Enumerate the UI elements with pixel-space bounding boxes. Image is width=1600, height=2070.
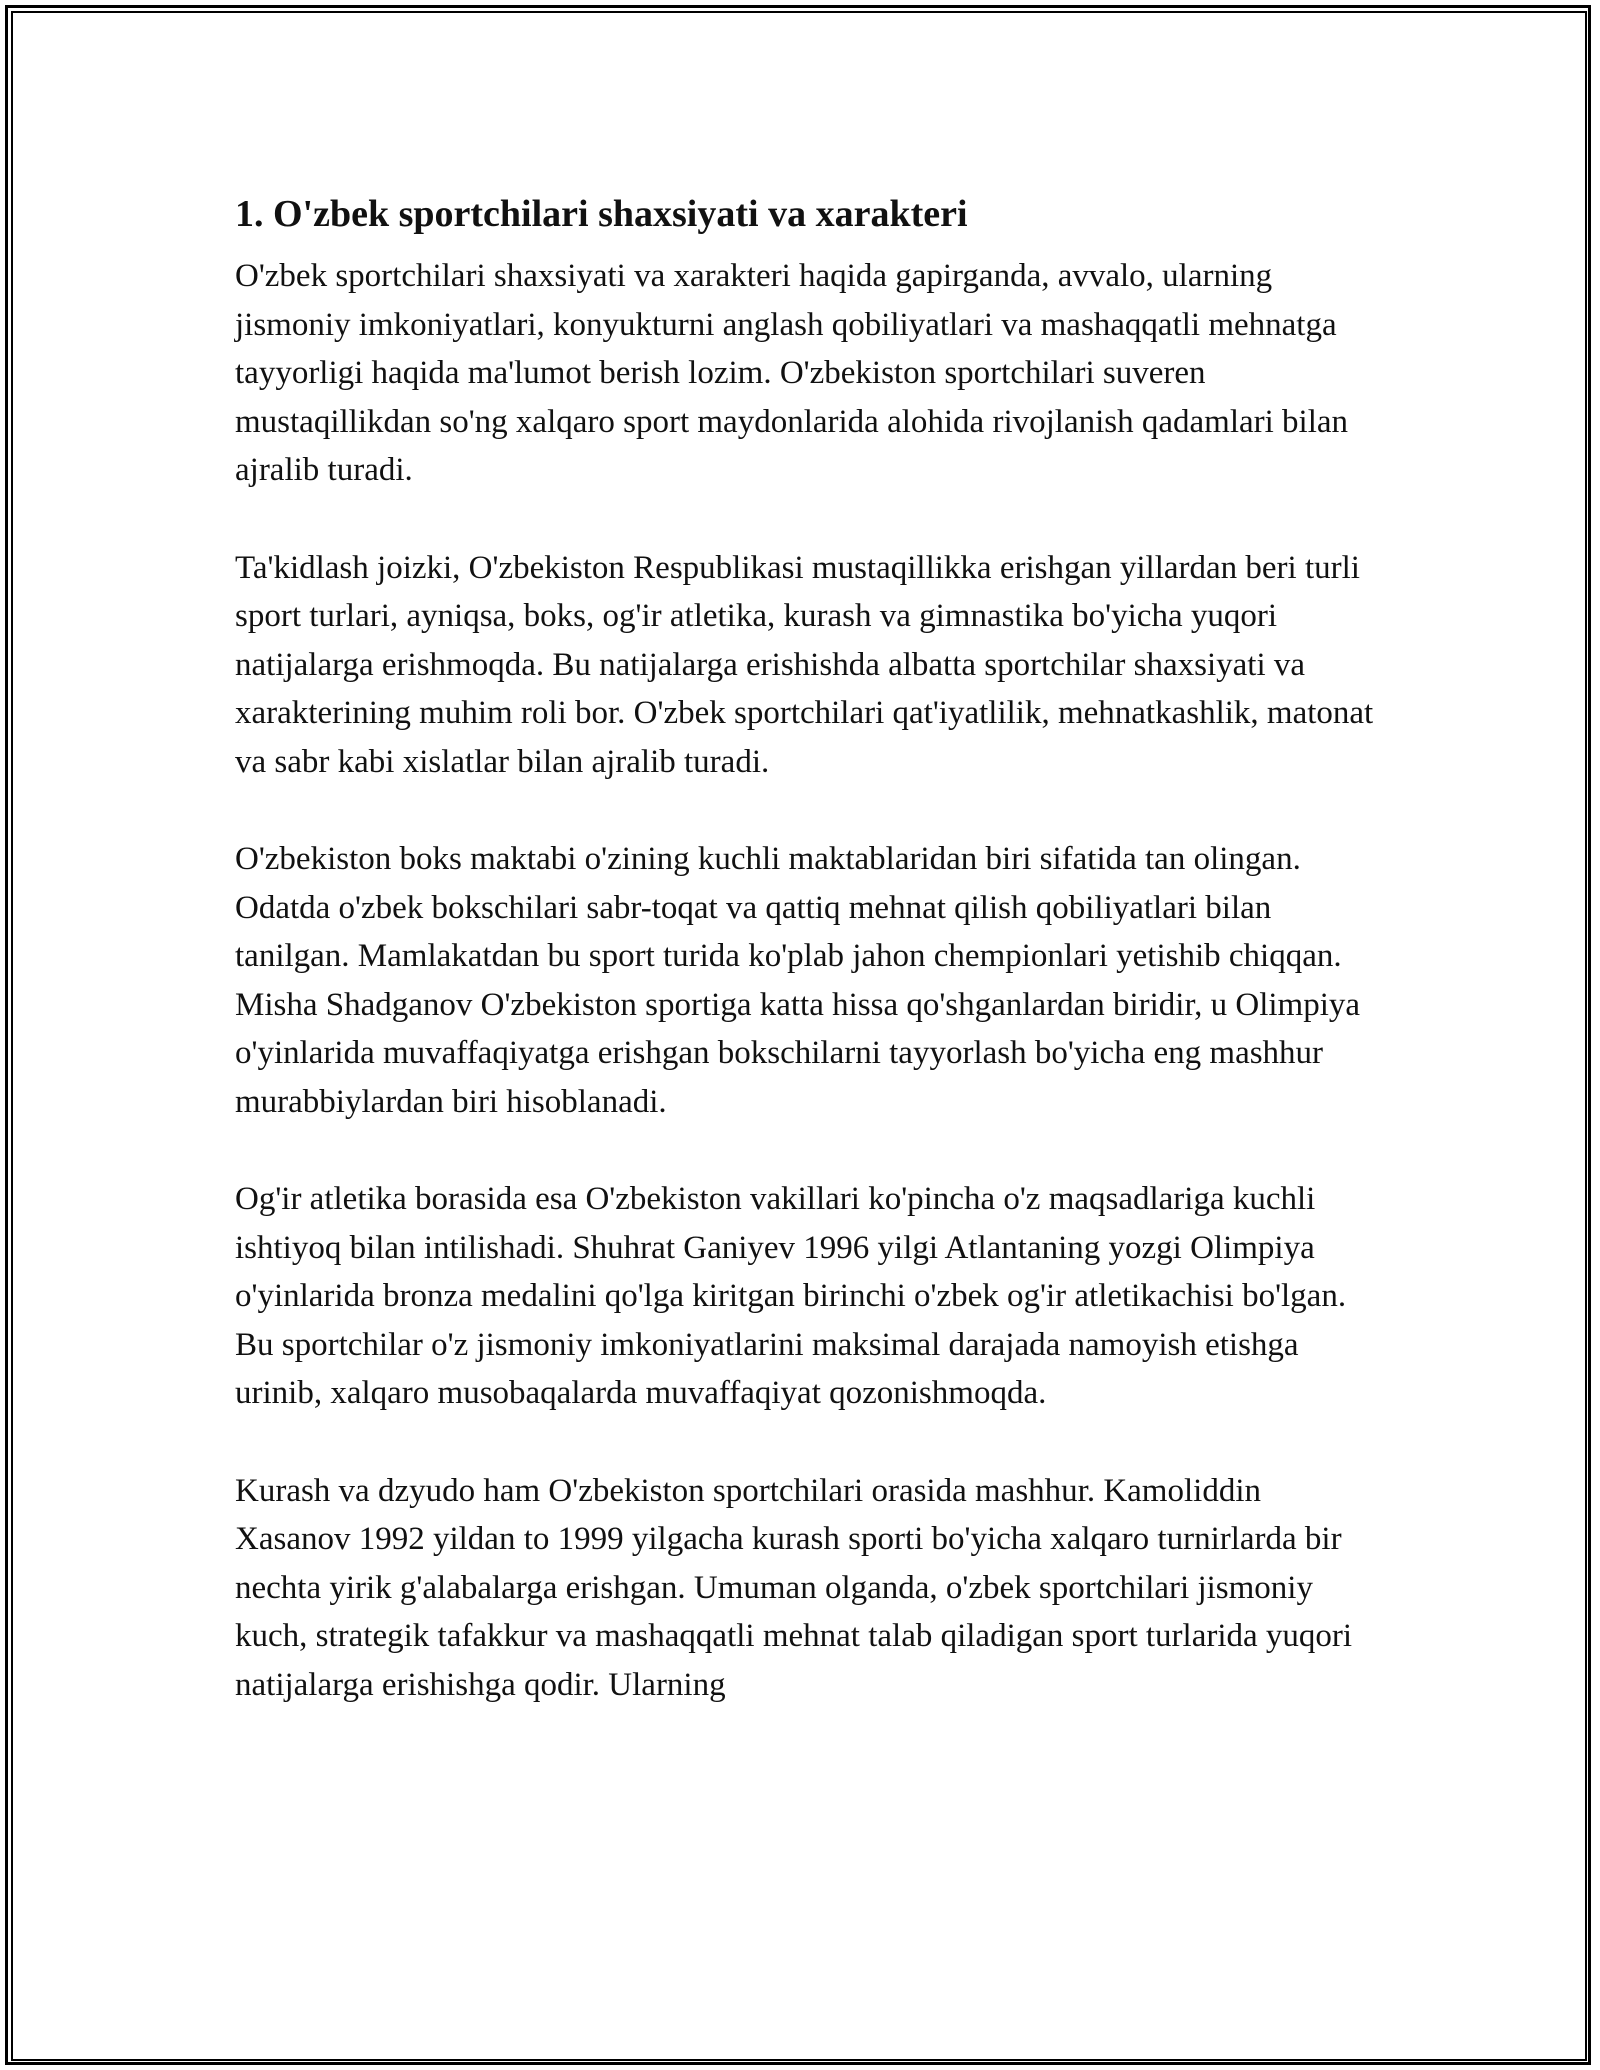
paragraph-2: Ta'kidlash joizki, O'zbekiston Respublikasi mustaqillikka erishgan yillardan beri turli sport turlari, ayniqsa, boks, og'ir atletika, kurash va gimnastika bo'yicha yuqori natijalarga erishmoqda. Bu natijalarga erishishda albatta sportchilar shaxsiyati va xarakterining muhim roli bor. O'zbek sportchilari qat'iyatlilik, mehnatkashlik, matonat va sabr kabi xislatlar bilan ajralib turadi. xyxy=(235,549,1374,780)
paragraph-5: Kurash va dzyudo ham O'zbekiston sportchilari orasida mashhur. Kamoliddin Xasanov 1992 yildan to 1999 yilgacha kurash sporti bo'yicha xalqaro turnirlarda bir nechta yirik g'alabalarga erishgan. Umuman olganda, o'zbek sportchilari jismoniy kuch, strategik tafakkur va mashaqqatli mehnat talab qiladigan sport turlarida yuqori natijalarga erishishga qodir. Ularning xyxy=(235,1472,1353,1703)
document-body xyxy=(235,186,1375,1758)
paragraph-1: O'zbek sportchilari shaxsiyati va xarakteri haqida gapirganda, avvalo, ularning jismoniy imkoniyatlari, konyukturni anglash qobiliyatlari va mashaqqatli mehnatga tayyorligi haqida ma'lumot berish lozim. O'zbekiston sportchilari suveren mustaqillikdan so'ng xalqaro sport maydonlarida alohida rivojlanish qadamlari bilan ajralib turadi. xyxy=(235,258,1349,488)
paragraph-4: Og'ir atletika borasida esa O'zbekiston vakillari ko'pincha o'z maqsadlariga kuchli ishtiyoq bilan intilishadi. Shuhrat Ganiyev 1996 yilgi Atlantaning yozgi Olimpiya o'yinlarida bronza medalini qo'lga kiritgan birinchi o'zbek og'ir atletikachisi bo'lgan. Bu sportchilar o'z jismoniy imkoniyatlarini maksimal darajada namoyish etishga urinib, xalqaro musobaqalarda muvaffaqiyat qozonishmoqda. xyxy=(235,1181,1347,1411)
paragraph-3: O'zbekiston boks maktabi o'zining kuchli maktablaridan biri sifatida tan olingan. Odatda o'zbek bokschilari sabr-toqat va qattiq mehnat qilish qobiliyatlari bilan tanilgan. Mamlakatdan bu sport turida ko'plab jahon chempionlari yetishib chiqqan. Misha Shadganov O'zbekiston sportiga katta hissa qo'shganlardan biridir, u Olimpiya o'yinlarida muvaffaqiyatga erishgan bokschilarni tayyorlash bo'yicha eng mashhur murabbiylardan biri hisoblanadi. xyxy=(235,841,1361,1120)
section-heading: 1. O'zbek sportchilari shaxsiyati va xarakteri xyxy=(235,193,968,235)
